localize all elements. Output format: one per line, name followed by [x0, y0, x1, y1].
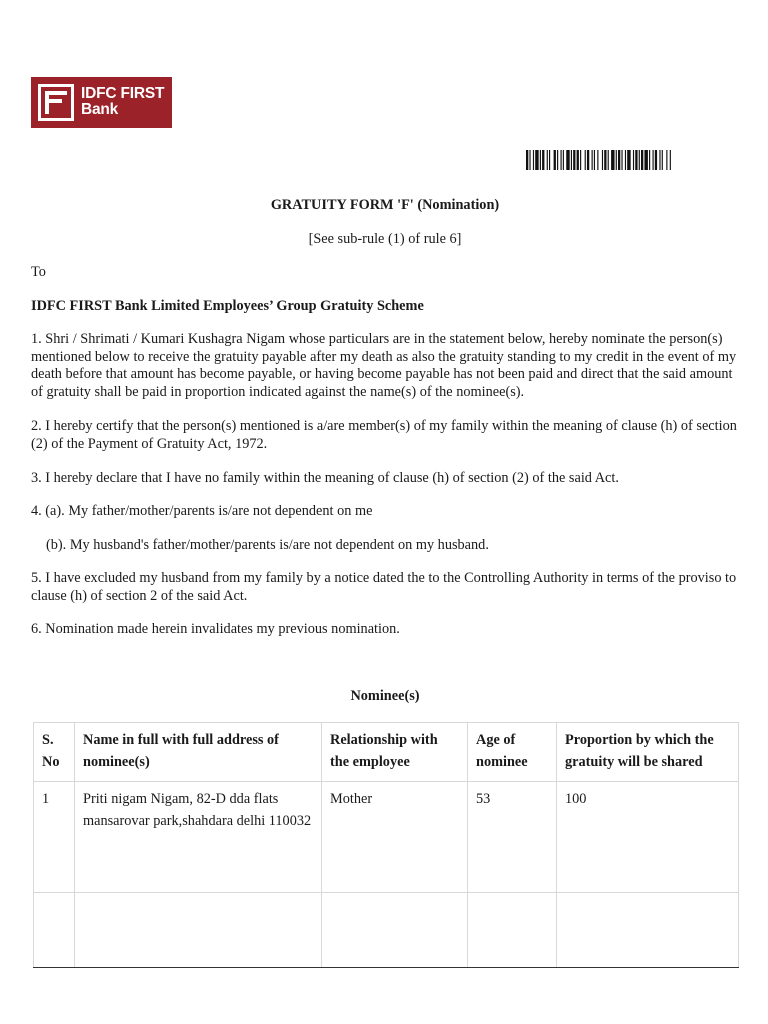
cell-sno: 1: [34, 782, 75, 893]
cell-empty: [322, 893, 468, 968]
table-header-row: [34, 723, 739, 782]
logo-line-2: Bank: [81, 101, 119, 118]
barcode-bar: [585, 150, 586, 170]
barcode-bar: [639, 150, 640, 170]
barcode-bar: [549, 150, 550, 170]
barcode-bar: [547, 150, 548, 170]
barcode-bar: [644, 150, 647, 170]
barcode-bar: [602, 150, 603, 170]
form-title: GRATUITY FORM 'F' (Nomination): [270, 197, 500, 213]
barcode-bar: [529, 150, 530, 170]
barcode-bar: [621, 150, 622, 170]
barcode-bar: [566, 150, 569, 170]
barcode-bar: [535, 150, 538, 170]
to-label: To: [31, 264, 46, 280]
barcode-bar: [587, 150, 589, 170]
barcode-bar: [616, 150, 617, 170]
barcode-bar: [662, 150, 663, 170]
barcode-bar: [580, 150, 581, 170]
barcode-bar: [670, 150, 671, 170]
cell-relationship: Mother: [322, 782, 468, 893]
column-header-proportion: Proportion by which the gratuity will be shared: [557, 723, 739, 782]
declaration-paragraph-6: 6. Nomination made herein invalidates my previous nomination.: [31, 621, 400, 637]
barcode-bar: [641, 150, 643, 170]
idfc-first-bank-logo: [31, 77, 172, 128]
barcode-bar: [592, 150, 593, 170]
declaration-paragraph-4a: 4. (a). My father/mother/parents is/are not dependent on me: [31, 503, 373, 519]
table-row-empty: [34, 893, 739, 968]
barcode-bar: [618, 150, 620, 170]
cell-empty: [557, 893, 739, 968]
idfc-logo-mark-icon: [38, 84, 74, 121]
barcode-bar: [542, 150, 544, 170]
declaration-paragraph-5: 5. I have excluded my husband from my family by a notice dated the to the Controlling Authority in terms of the proviso to clause (h) of section 2 of the said Act.: [31, 570, 737, 604]
barcode-bar: [666, 150, 667, 170]
barcode-bar: [608, 150, 609, 170]
barcode-bar: [571, 150, 572, 170]
barcode-bar: [649, 150, 650, 170]
barcode-bar: [540, 150, 541, 170]
barcode-bar: [563, 150, 564, 170]
cell-proportion: 100: [557, 782, 739, 893]
addressee: IDFC FIRST Bank Limited Employees’ Group Gratuity Scheme: [31, 298, 424, 314]
column-header-age: Age of nominee: [468, 723, 557, 782]
barcode-bar: [561, 150, 562, 170]
declaration-paragraph-4b: (b). My husband's father/mother/parents is/are not dependent on my husband.: [46, 537, 489, 553]
nominees-table: [33, 722, 739, 968]
logo-line-1: IDFC FIRST: [81, 85, 165, 102]
column-header-name-address: Name in full with full address of nominee(s): [75, 723, 322, 782]
cell-empty: [34, 893, 75, 968]
table-row: [34, 782, 739, 893]
cell-age: 53: [468, 782, 557, 893]
barcode: [526, 150, 738, 170]
barcode-bar: [635, 150, 637, 170]
barcode-bar: [597, 150, 598, 170]
cell-empty: [468, 893, 557, 968]
logo-wordmark: [81, 86, 164, 118]
declaration-paragraph-1: 1. Shri / Shrimati / Kumari Kushagra Nigam whose particulars are in the statement below, hereby nominate the person(s) mentioned below to receive the gratuity payable after my death as also the gratuity standing to my credit in the event of my death before that amount has become payable, or having become payable has not been paid and direct that the said amount of gratuity shall be paid in proportion indicated against the name(s) of the nominee(s).: [31, 331, 737, 400]
barcode-bar: [577, 150, 579, 170]
barcode-bar: [554, 150, 556, 170]
column-header-relationship: Relationship with the employee: [322, 723, 468, 782]
declaration-paragraph-3: 3. I hereby declare that I have no family within the meaning of clause (h) of section (2) of the said Act.: [31, 470, 619, 486]
cell-name-address: Priti nigam Nigam, 82-D dda flats mansarovar park,shahdara delhi 110032: [75, 782, 322, 893]
barcode-bar: [625, 150, 626, 170]
barcode-bar: [633, 150, 634, 170]
barcode-bar: [653, 150, 654, 170]
barcode-bar: [557, 150, 558, 170]
declaration-paragraph-2: 2. I hereby certify that the person(s) mentioned is a/are member(s) of my family within the meaning of clause (h) of section (2) of the Payment of Gratuity Act, 1972.: [31, 418, 737, 452]
nominees-heading: Nominee(s): [350, 688, 420, 704]
barcode-bar: [604, 150, 606, 170]
barcode-bar: [611, 150, 614, 170]
column-header-sno: S. No: [34, 723, 75, 782]
form-subtitle: [See sub-rule (1) of rule 6]: [308, 231, 462, 247]
barcode-bar: [594, 150, 595, 170]
cell-empty: [75, 893, 322, 968]
barcode-bar: [533, 150, 534, 170]
barcode-bar: [655, 150, 657, 170]
barcode-bar: [526, 150, 528, 170]
barcode-bar: [627, 150, 630, 170]
barcode-bar: [573, 150, 575, 170]
barcode-bar: [659, 150, 660, 170]
